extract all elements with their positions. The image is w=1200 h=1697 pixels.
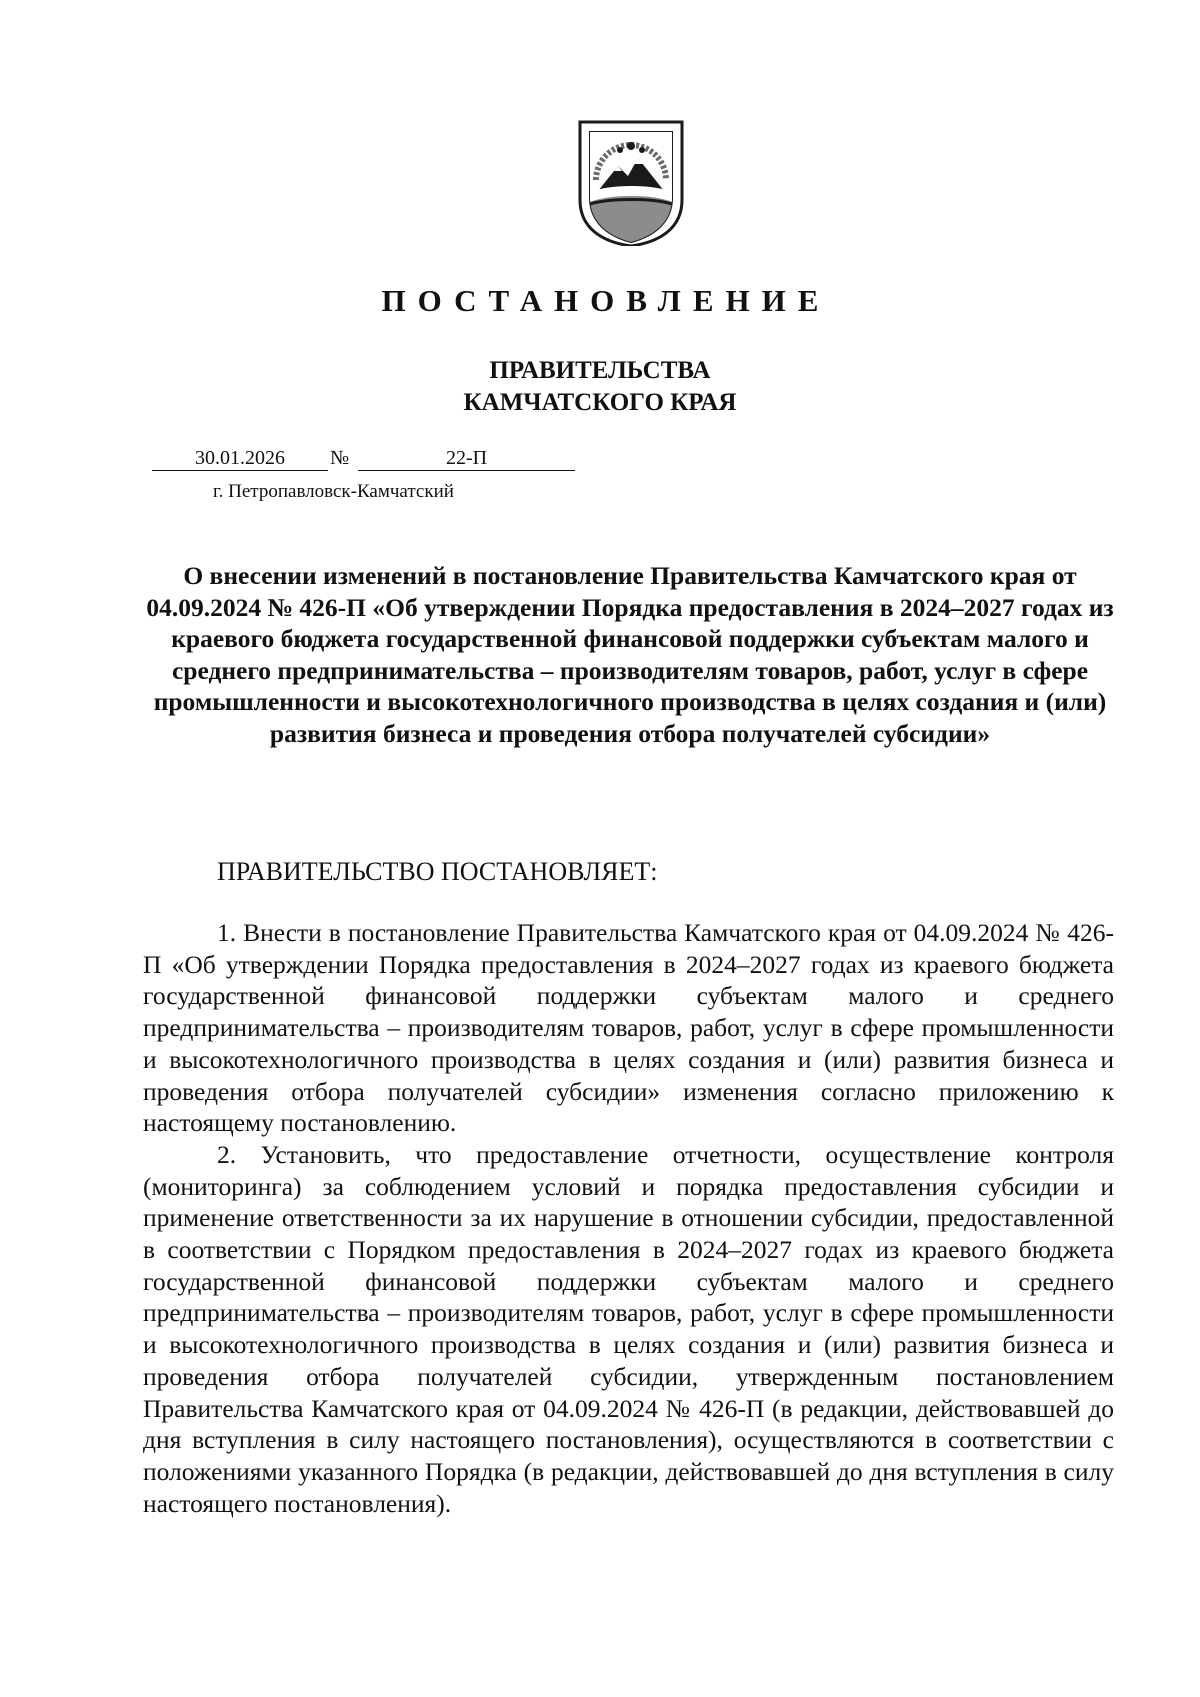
issuer-block: [0, 355, 1200, 419]
issuer-line-2: КАМЧАТСКОГО КРАЯ: [463, 389, 737, 416]
issuer-line-1: ПРАВИТЕЛЬСТВА: [489, 357, 711, 384]
document-number: 22-П: [358, 446, 575, 471]
document-date: 30.01.2026: [152, 446, 328, 471]
document-subject-title: О внесении изменений в постановление Правительства Камчатского края от 04.09.2024 № 426-П «Об утверждении Порядка предоставления в 2024–2027 годах из краевого бюджета государственной финансовой поддержки субъектам малого и среднего предпринимательства – производителям товаров, работ, услуг в сфере промышленности и высокотехнологичного производства в целях создания и (или) развития бизнеса и проведения отбора получателей субсидии»: [146, 561, 1114, 748]
document-city: г. Петропавловск-Камчатский: [213, 481, 454, 502]
paragraph-1: 1. Внести в постановление Правительства Камчатского края от 04.09.2024 № 426-П «Об утверждении Порядка предоставления в 2024–2027 годах из краевого бюджета государственной финансовой поддержки субъектам малого и среднего предпринимательства – производителям товаров, работ, услуг в сфере промышленности и высокотехнологичного производства в целях создания и (или) развития бизнеса и проведения отбора получателей субсидии» изменения согласно приложению к настоящему постановлению.: [143, 918, 1114, 1138]
paragraph-2: 2. Установить, что предоставление отчетности, осуществление контроля (мониторинга) за соблюдением условий и порядка предоставления субсидии и применение ответственности за их нарушение в отношении субсидии, предоставленной в соответствии с Порядком предоставления в 2024–2027 годах из краевого бюджета государственной финансовой поддержки субъектам малого и среднего предпринимательства – производителям товаров, работ, услуг в сфере промышленности и высокотехнологичного производства в целях создания и (или) развития бизнеса и проведения отбора получателей субсидии, утвержденным постановлением Правительства Камчатского края от 04.09.2024 № 426-П (в редакции, действовавшей до дня вступления в силу настоящего постановления), осуществляются в соответствии с положениями указанного Порядка (в редакции, действовавшей до дня вступления в силу настоящего постановления).: [143, 1139, 1114, 1518]
document-type-title: ПОСТАНОВЛЕНИЕ: [381, 283, 831, 318]
number-sign: №: [330, 447, 350, 469]
document-body: [143, 917, 1114, 1519]
coat-of-arms-icon: [576, 118, 686, 246]
decree-statement: ПРАВИТЕЛЬСТВО ПОСТАНОВЛЯЕТ:: [217, 857, 658, 886]
